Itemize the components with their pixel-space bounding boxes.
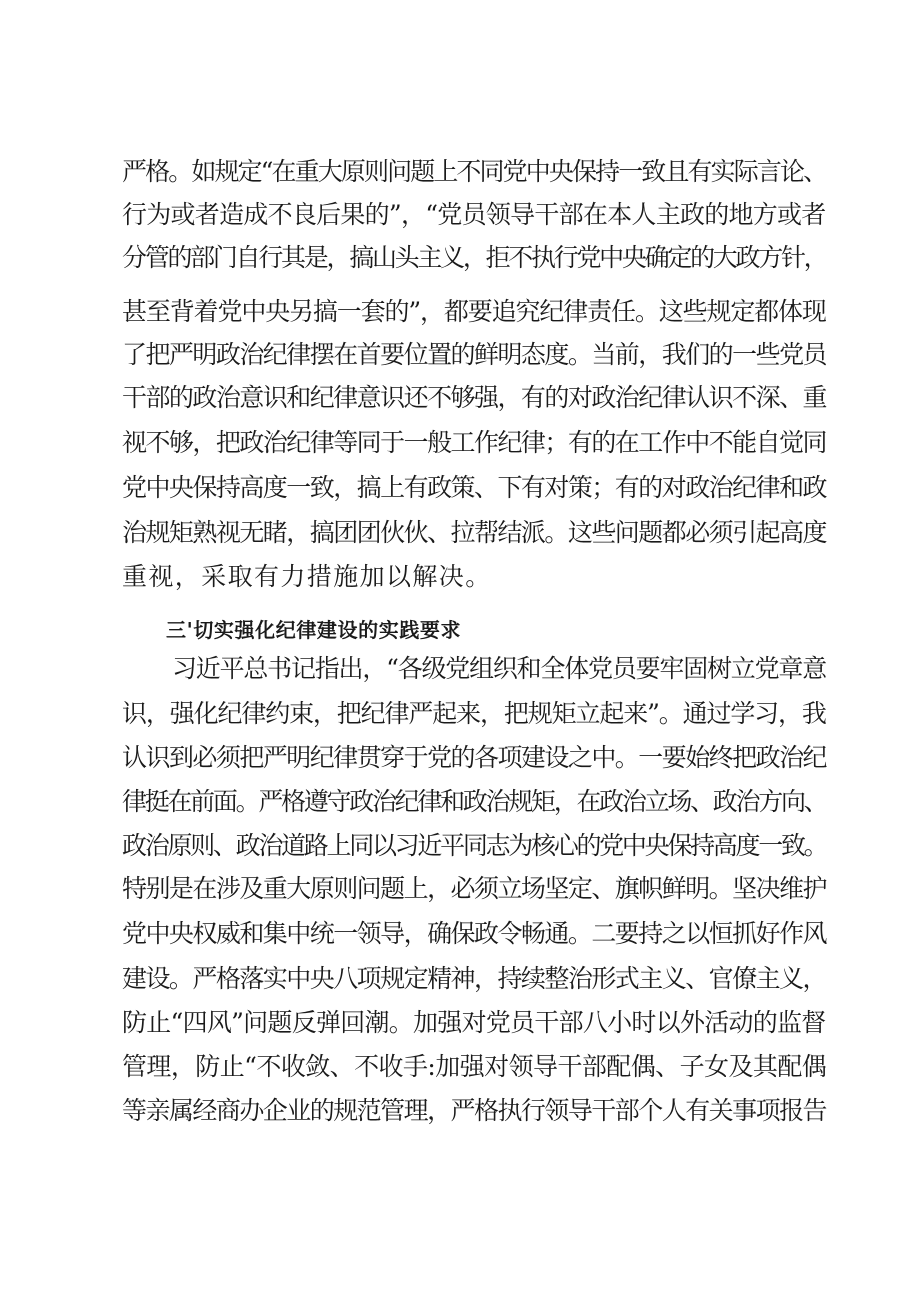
- paragraph2-line: 识，强化纪律约束，把纪律严起来，把规矩立起来”。通过学习，我: [122, 699, 826, 728]
- paragraph2-line: 防止“四风”问题反弹回潮。加强对党员干部八小时以外活动的监督: [122, 1008, 826, 1037]
- paragraph2-line: 律挺在前面。严格遵守政治纪律和政治规矩，在政治立场、政治方向、: [122, 787, 827, 816]
- paragraph2-line: 党中央权威和集中统一领导，确保政令畅通。二要持之以恒抓好作风: [122, 919, 827, 948]
- paragraph2-line: 建设。严格落实中央八项规定精神，持续整治形式主义、官僚主义，: [122, 964, 827, 993]
- paragraph1-line: 甚至背着党中央另搞一套的”，都要追究纪律责任。这些规定都体现: [122, 297, 826, 326]
- paragraph1-line: 行为或者造成不良后果的”，“党员领导干部在本人主政的地方或者: [122, 200, 826, 229]
- paragraph1-line: 党中央保持高度一致，搞上有政策、下有对策；有的对政治纪律和政: [122, 473, 827, 502]
- paragraph1-line: 视不够，把政治纪律等同于一般工作纪律；有的在工作中不能自觉同: [122, 428, 827, 457]
- paragraph1-line: 重视，采取有力措施加以解决。: [122, 562, 492, 591]
- paragraph2-line: 特别是在涉及重大原则问题上，必须立场坚定、旗帜鲜明。坚决维护: [122, 874, 827, 903]
- paragraph2-line: 管理，防止“不收敛、不收手:加强对领导干部配偶、子女及其配偶: [122, 1052, 827, 1081]
- paragraph1-line: 治规矩熟视无睹，搞团团伙伙、拉帮结派。这些问题都必须引起高度: [122, 518, 827, 547]
- paragraph2-line: 认识到必须把严明纪律贯穿于党的各项建设之中。一要始终把政治纪: [122, 743, 827, 772]
- paragraph1-line: 了把严明政治纪律摆在首要位置的鲜明态度。当前，我们的一些党员: [122, 340, 827, 369]
- paragraph2-line: 等亲属经商办企业的规范管理，严格执行领导干部个人有关事项报告: [122, 1096, 827, 1125]
- paragraph1-line: 严格。如规定“在重大原则问题上不同党中央保持一致且有实际言论、: [122, 157, 827, 186]
- paragraph1-line: 分管的部门自行其是，搞山头主义，拒不执行党中央确定的大政方针，: [122, 243, 827, 272]
- paragraph2-line: 习近平总书记指出，“各级党组织和全体党员要牢固树立党章意: [172, 654, 826, 683]
- paragraph1-line: 干部的政治意识和纪律意识还不够强，有的对政治纪律认识不深、重: [122, 383, 827, 412]
- paragraph2-line: 政治原则、政治道路上同以习近平同志为核心的党中央保持高度一致。: [122, 831, 827, 860]
- section-heading: 三'切实强化纪律建设的实践要求: [166, 618, 462, 642]
